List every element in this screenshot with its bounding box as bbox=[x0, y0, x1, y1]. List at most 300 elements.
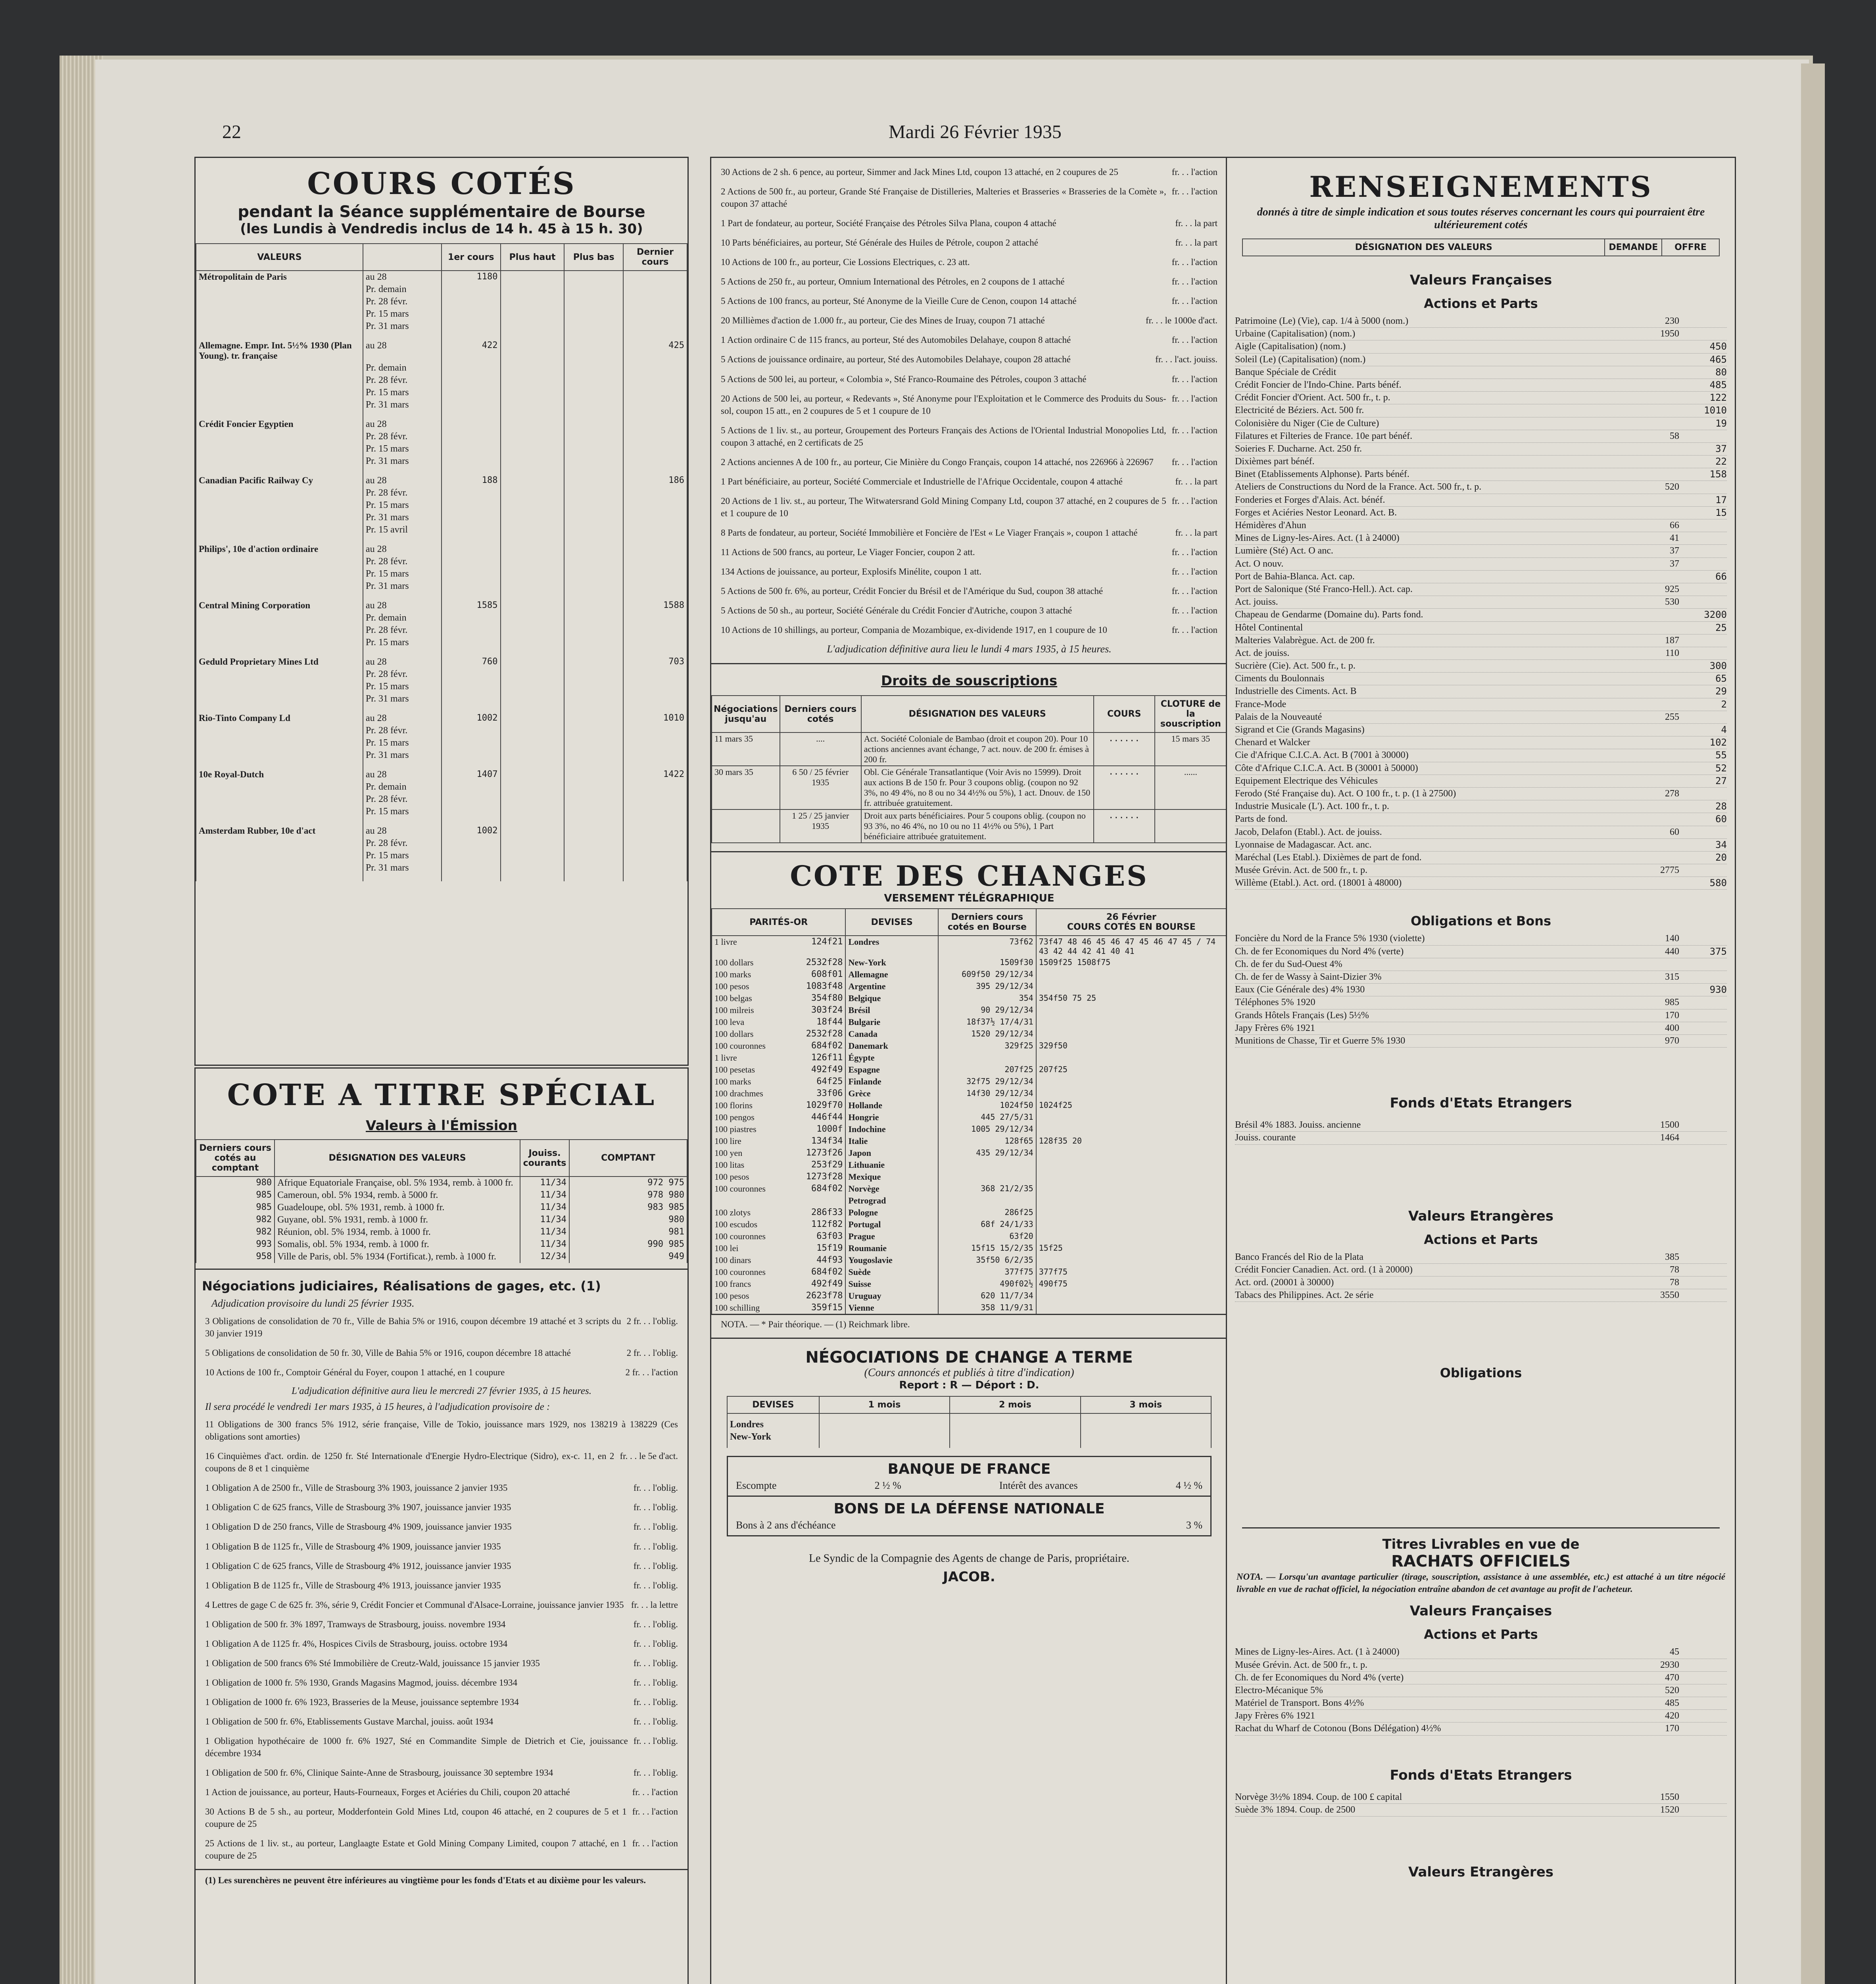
table-row bbox=[712, 936, 1227, 957]
cours-cell bbox=[1036, 1123, 1227, 1135]
list-item bbox=[205, 1837, 678, 1862]
item-price: fr. . . l'action bbox=[1171, 167, 1217, 177]
item-demande bbox=[1632, 379, 1679, 391]
previous-cell: 609f50 29/12/34 bbox=[938, 969, 1036, 980]
item-offre: 17 bbox=[1715, 494, 1727, 506]
valeur-blank bbox=[196, 511, 363, 524]
item-offre bbox=[1679, 932, 1727, 945]
parite-cell bbox=[712, 1290, 845, 1302]
banque-escompte-label: Escompte bbox=[736, 1480, 777, 1492]
item-text: 1 Obligation C de 625 francs, Ville de Strasbourg 3% 1907, jouissance janvier 1935 bbox=[205, 1502, 511, 1513]
item-name: Cie d'Afrique C.I.C.A. Act. B (7001 à 30000) bbox=[1235, 750, 1409, 761]
previous-cell: 35f50 6/2/35 bbox=[938, 1254, 1036, 1266]
item-offre: 102 bbox=[1709, 737, 1727, 748]
term-cell: Pr. 15 mars bbox=[363, 386, 442, 399]
row-spacer bbox=[196, 467, 687, 475]
item-offre: 158 bbox=[1709, 469, 1727, 480]
high-cell bbox=[501, 862, 565, 874]
item-price: fr. . . l'action bbox=[1171, 496, 1217, 506]
item-demande bbox=[1632, 958, 1679, 971]
item-offre: 20 bbox=[1715, 852, 1727, 863]
cote-special-table bbox=[196, 1139, 687, 1263]
cours-cell bbox=[1036, 1302, 1227, 1314]
high-cell bbox=[501, 681, 565, 693]
list-item bbox=[205, 1735, 678, 1759]
parite-cell bbox=[712, 1123, 845, 1135]
low-cell bbox=[564, 524, 623, 536]
row-spacer bbox=[196, 761, 687, 769]
item-demande: 170 bbox=[1665, 1010, 1679, 1021]
term-cell: au 28 bbox=[363, 600, 442, 612]
last-cell bbox=[623, 399, 687, 411]
parite-cell bbox=[712, 1207, 845, 1219]
cours-cell bbox=[1036, 1183, 1227, 1195]
item-demande bbox=[1632, 660, 1679, 672]
cote-special-title: COTE A TITRE SPÉCIAL bbox=[227, 1078, 656, 1112]
item-demande: 385 bbox=[1665, 1252, 1679, 1262]
high-cell bbox=[501, 308, 565, 320]
comptant-cell: 990 985 bbox=[569, 1238, 687, 1251]
item-name: Côte d'Afrique C.I.C.A. Act. B (30001 à 50000) bbox=[1235, 763, 1418, 773]
item-price: fr. . . la part bbox=[1175, 218, 1217, 229]
item-offre: 22 bbox=[1715, 456, 1727, 467]
jouiss-cell: 11/34 bbox=[520, 1202, 569, 1214]
first-cell: 1180 bbox=[442, 271, 501, 283]
item-offre bbox=[1679, 481, 1727, 493]
devise-cell: Suède bbox=[845, 1266, 938, 1278]
item-text: 20 Actions de 1 liv. st., au porteur, The Witwatersrand Gold Mining Company Ltd, coupon 37 attaché, en 2 coupures de 5 et 1 coupure de 10 bbox=[721, 496, 1166, 518]
table-row bbox=[196, 296, 687, 308]
valeur-blank bbox=[196, 612, 363, 624]
item-price: fr. . . la part bbox=[1175, 527, 1217, 538]
first-cell bbox=[442, 568, 501, 580]
devise-cell: Petrograd bbox=[845, 1195, 938, 1207]
table-row bbox=[712, 1064, 1227, 1076]
high-cell bbox=[501, 656, 565, 668]
table-row bbox=[196, 443, 687, 455]
col-header-term bbox=[363, 244, 442, 271]
term-cell: Pr. 28 févr. bbox=[363, 556, 442, 568]
item-text: 1 Obligation D de 250 francs, Ville de Strasbourg 4% 1909, jouissance janvier 1935 bbox=[205, 1522, 512, 1532]
item-name: Norvège 3½% 1894. Coup. de 100 £ capital bbox=[1235, 1792, 1402, 1802]
item-offre: 15 bbox=[1715, 507, 1727, 518]
item-text: 5 Actions de 500 lei, au porteur, « Colombia », Sté Franco-Roumaine des Pétroles, coupon 3 attaché bbox=[721, 374, 1087, 384]
designation-cell: Act. Société Coloniale de Bambao (droit et coupon 20). Pour 10 actions anciennes avant échange, 7 act. nouv. de 200 fr. émises à 200 fr. bbox=[861, 732, 1094, 766]
devise-cell: Finlande bbox=[845, 1076, 938, 1088]
term-cell: au 28 bbox=[363, 418, 442, 431]
list-item bbox=[205, 1579, 678, 1592]
item-text: 1 Action de jouissance, au porteur, Hauts-Fourneaux, Forges et Aciéries du Chili, coupon 20 attaché bbox=[205, 1787, 570, 1798]
parite-unit: 100 couronnes bbox=[714, 1041, 766, 1051]
list-item bbox=[205, 1501, 678, 1513]
previous-cell: 128f65 bbox=[938, 1135, 1036, 1147]
row-spacer bbox=[196, 333, 687, 340]
parite-unit: 100 marks bbox=[714, 1077, 751, 1087]
parite-cell bbox=[712, 936, 845, 957]
table-row bbox=[712, 969, 1227, 980]
item-name: Ferodo (Sté Française du). Act. O 100 fr., t. p. (1 à 27500) bbox=[1235, 788, 1456, 799]
item-offre bbox=[1679, 583, 1727, 596]
parite-cell bbox=[712, 1266, 845, 1278]
last-cell: .... bbox=[780, 732, 861, 766]
parite-value: 2623f78 bbox=[806, 1291, 843, 1301]
term-cell: Pr. 31 mars bbox=[363, 455, 442, 467]
item-demande bbox=[1632, 762, 1679, 775]
low-cell bbox=[564, 271, 623, 283]
list-item bbox=[1235, 839, 1727, 852]
item-offre bbox=[1679, 519, 1727, 532]
list-item bbox=[721, 392, 1217, 417]
valeur-blank bbox=[196, 668, 363, 681]
last-cell bbox=[623, 850, 687, 862]
low-cell bbox=[564, 568, 623, 580]
parite-unit: 100 pesetas bbox=[714, 1065, 755, 1075]
low-cell bbox=[564, 636, 623, 649]
item-text: 134 Actions de jouissance, au porteur, Explosifs Minélite, coupon 1 att. bbox=[721, 567, 982, 577]
item-name: Palais de la Nouveauté bbox=[1235, 711, 1322, 722]
item-text: 5 Actions de 50 sh., au porteur, Société Générale du Crédit Foncier d'Autriche, coupon 3 attaché bbox=[721, 606, 1072, 616]
parite-cell bbox=[712, 1088, 845, 1100]
item-name: Aigle (Capitalisation) (nom.) bbox=[1235, 341, 1346, 352]
first-cell bbox=[442, 499, 501, 511]
previous-cell bbox=[938, 1171, 1036, 1183]
term-cell: Pr. 28 févr. bbox=[363, 624, 442, 636]
item-name: Electro-Mécanique 5% bbox=[1235, 1685, 1323, 1696]
table-row bbox=[196, 862, 687, 874]
item-name: Suède 3% 1894. Coup. de 2500 bbox=[1235, 1804, 1356, 1815]
terme-header-3mois: 3 mois bbox=[1081, 1396, 1211, 1413]
last-cell bbox=[623, 612, 687, 624]
low-cell bbox=[564, 374, 623, 386]
table-row bbox=[196, 1214, 687, 1226]
devise-cell: Norvège bbox=[845, 1183, 938, 1195]
item-price: fr. . . l'oblig. bbox=[633, 1561, 678, 1571]
cours-cell: 329f50 bbox=[1036, 1040, 1227, 1052]
low-cell bbox=[564, 668, 623, 681]
parite-cell bbox=[712, 957, 845, 969]
item-demande bbox=[1632, 494, 1679, 506]
parite-unit: 1 livre bbox=[714, 1053, 737, 1063]
item-offre: 80 bbox=[1715, 366, 1727, 378]
list-item bbox=[205, 1676, 678, 1689]
item-demande: 520 bbox=[1665, 1685, 1679, 1696]
parite-cell bbox=[712, 992, 845, 1004]
last-cell: 1 25 / 25 janvier 1935 bbox=[780, 809, 861, 843]
first-cell bbox=[442, 781, 501, 793]
item-offre: 37 bbox=[1715, 443, 1727, 454]
previous-cell: 73f62 bbox=[938, 936, 1036, 957]
comptant-cell: 949 bbox=[569, 1251, 687, 1263]
droits-table bbox=[711, 695, 1227, 843]
item-demande: 470 bbox=[1665, 1672, 1679, 1683]
low-cell bbox=[564, 455, 623, 467]
item-offre bbox=[1679, 647, 1727, 659]
table-row bbox=[712, 1040, 1227, 1052]
item-text: 1 Obligation C de 625 francs, Ville de Strasbourg 4% 1912, jouissance janvier 1935 bbox=[205, 1561, 511, 1571]
item-demande: 520 bbox=[1665, 482, 1679, 492]
list-item bbox=[1235, 519, 1727, 532]
first-cell bbox=[442, 487, 501, 499]
designation-cell: Guadeloupe, obl. 5% 1931, remb. à 1000 fr. bbox=[275, 1202, 520, 1214]
parite-cell bbox=[712, 1147, 845, 1159]
low-cell bbox=[564, 656, 623, 668]
item-name: Mines de Ligny-les-Aires. Act. (1 à 24000) bbox=[1235, 1647, 1400, 1657]
list-item bbox=[1235, 864, 1727, 877]
table-row bbox=[196, 511, 687, 524]
list-item bbox=[721, 495, 1217, 519]
low-cell bbox=[564, 399, 623, 411]
item-demande bbox=[1632, 468, 1679, 481]
item-offre bbox=[1679, 971, 1727, 983]
high-cell bbox=[501, 418, 565, 431]
term-cell: Pr. 15 mars bbox=[363, 681, 442, 693]
table-row bbox=[712, 1242, 1227, 1254]
parite-unit: 100 dollars bbox=[714, 957, 754, 968]
item-offre: 65 bbox=[1715, 673, 1727, 684]
table-row bbox=[712, 1028, 1227, 1040]
item-price: fr. . . l'action bbox=[632, 1838, 678, 1849]
designation-cell: Ville de Paris, obl. 5% 1934 (Fortificat.), remb. à 1000 fr. bbox=[275, 1251, 520, 1263]
item-price: fr. . . l'oblig. bbox=[633, 1677, 678, 1688]
parite-value: 253f29 bbox=[811, 1160, 843, 1170]
list-item bbox=[721, 295, 1217, 307]
banque-title: BANQUE DE FRANCE bbox=[887, 1461, 1051, 1478]
col-header-plus-bas: Plus bas bbox=[564, 244, 623, 271]
table-row bbox=[196, 1238, 687, 1251]
first-cell bbox=[442, 556, 501, 568]
cours-cell: ...... bbox=[1094, 732, 1155, 766]
parite-value: 492f49 bbox=[811, 1279, 843, 1289]
last-cell bbox=[623, 374, 687, 386]
list-item bbox=[721, 456, 1217, 468]
parite-cell bbox=[712, 1076, 845, 1088]
droits-header-designation: DÉSIGNATION DES VALEURS bbox=[861, 696, 1094, 732]
devise-cell: Bulgarie bbox=[845, 1016, 938, 1028]
item-price: fr. . . l'action bbox=[1171, 277, 1217, 287]
list-item bbox=[1235, 545, 1727, 558]
item-offre: 34 bbox=[1715, 839, 1727, 850]
list-item bbox=[205, 1347, 678, 1359]
col-header-designation: DÉSIGNATION DES VALEURS bbox=[275, 1140, 520, 1177]
parite-value: 359f15 bbox=[811, 1303, 843, 1313]
list-item bbox=[1235, 481, 1727, 494]
last-cell bbox=[623, 624, 687, 636]
item-offre bbox=[1679, 1723, 1727, 1735]
item-name: Act. jouiss. bbox=[1235, 597, 1278, 608]
col-header-plus-haut: Plus haut bbox=[501, 244, 565, 271]
devise-cell: Égypte bbox=[845, 1052, 938, 1064]
comptant-cell: 980 bbox=[569, 1214, 687, 1226]
table-row bbox=[196, 308, 687, 320]
previous-cell: 490f02½ bbox=[938, 1278, 1036, 1290]
item-offre bbox=[1679, 328, 1727, 340]
term-cell: Pr. 15 mars bbox=[363, 636, 442, 649]
parite-value: 303f24 bbox=[811, 1005, 843, 1015]
item-price: fr. . . l'action bbox=[632, 1787, 678, 1798]
high-cell bbox=[501, 600, 565, 612]
last-cell: 703 bbox=[623, 656, 687, 668]
term-cell: Pr. 15 mars bbox=[363, 850, 442, 862]
list-item bbox=[1235, 946, 1727, 958]
parite-value: 492f49 bbox=[811, 1065, 843, 1075]
ren-sec2: Fonds d'Etats Etrangers bbox=[1390, 1095, 1572, 1111]
parite-value: 1029f70 bbox=[806, 1100, 843, 1111]
list-item bbox=[1235, 379, 1727, 392]
table-row bbox=[196, 725, 687, 737]
item-demande bbox=[1632, 571, 1679, 583]
list-item bbox=[1235, 583, 1727, 596]
item-demande: 45 bbox=[1670, 1647, 1679, 1657]
parite-cell bbox=[712, 1135, 845, 1147]
item-text: 1 Obligation de 500 fr. 6%, Etablissements Gustave Marchal, jouiss. août 1934 bbox=[205, 1716, 493, 1726]
item-name: Musée Grévin. Act. de 500 fr., t. p. bbox=[1235, 1659, 1367, 1670]
first-cell bbox=[442, 636, 501, 649]
parite-cell bbox=[712, 1242, 845, 1254]
item-text: 30 Actions B de 5 sh., au porteur, Modderfontein Gold Mines Ltd, coupon 46 attaché, en 2 coupures de 5 et 1 coupure de 25 bbox=[205, 1807, 627, 1829]
list-item bbox=[721, 275, 1217, 288]
cours-cell: 73f47 48 46 45 46 47 45 46 47 45 / 74 43 42 44 42 41 40 41 bbox=[1036, 936, 1227, 957]
changes-header-parites: PARITÉS-OR bbox=[712, 909, 845, 936]
valeur-blank bbox=[196, 374, 363, 386]
parite-value: 446f44 bbox=[811, 1112, 843, 1123]
item-name: Urbaine (Capitalisation) (nom.) bbox=[1235, 329, 1356, 339]
parite-value: 2532f28 bbox=[806, 957, 843, 968]
parite-value: 1273f26 bbox=[806, 1148, 843, 1158]
low-cell bbox=[564, 624, 623, 636]
comptant-cell: 981 bbox=[569, 1226, 687, 1238]
valeur-blank bbox=[196, 749, 363, 761]
cours-cell bbox=[1036, 1219, 1227, 1230]
item-text: 5 Obligations de consolidation de 50 fr. 30, Ville de Bahia 5% or 1916, coupon décembre 18 attaché bbox=[205, 1348, 571, 1358]
item-name: Port de Bahia-Blanca. Act. cap. bbox=[1235, 571, 1355, 582]
cours-cell bbox=[1036, 1016, 1227, 1028]
last-cell bbox=[623, 418, 687, 431]
cours-cell: 377f75 bbox=[1036, 1266, 1227, 1278]
high-cell bbox=[501, 850, 565, 862]
item-price: fr. . . l'oblig. bbox=[633, 1541, 678, 1551]
term-cell: Pr. 31 mars bbox=[363, 580, 442, 592]
item-name: Parts de fond. bbox=[1235, 814, 1288, 825]
negociations-sub3: Il sera procédé le vendredi 1er mars 1935, à 15 heures, à l'adjudication provisoire de : bbox=[205, 1401, 550, 1413]
devise-cell: Pologne bbox=[845, 1207, 938, 1219]
item-price: fr. . . l'oblig. bbox=[633, 1736, 678, 1746]
list-item bbox=[1235, 1791, 1727, 1804]
high-cell bbox=[501, 296, 565, 308]
first-cell bbox=[442, 362, 501, 374]
table-row bbox=[196, 825, 687, 837]
list-item bbox=[1235, 1277, 1727, 1289]
item-offre: 52 bbox=[1715, 762, 1727, 774]
item-offre: 27 bbox=[1715, 775, 1727, 786]
table-row bbox=[712, 1088, 1227, 1100]
term-cell: Pr. 31 mars bbox=[363, 399, 442, 411]
list-item bbox=[1235, 673, 1727, 685]
list-item bbox=[1235, 788, 1727, 800]
cours-cotes-subtitle: pendant la Séance supplémentaire de Bourse bbox=[238, 203, 645, 221]
last-cell bbox=[623, 737, 687, 749]
cours-cell: 354f50 75 25 bbox=[1036, 992, 1227, 1004]
last-cell bbox=[623, 781, 687, 793]
banque-box bbox=[727, 1456, 1212, 1497]
prev-cell: 985 bbox=[196, 1202, 275, 1214]
cloture-cell bbox=[1155, 809, 1227, 843]
first-cell bbox=[442, 837, 501, 850]
item-text: 10 Actions de 100 fr., au porteur, Cie Lossions Electriques, c. 23 att. bbox=[721, 257, 970, 267]
last-cell bbox=[623, 580, 687, 592]
list-item bbox=[1235, 971, 1727, 984]
devise-cell: Grèce bbox=[845, 1088, 938, 1100]
parite-cell bbox=[712, 1159, 845, 1171]
list-item bbox=[721, 334, 1217, 346]
valeur-blank bbox=[196, 362, 363, 374]
item-price: 2 fr. . . l'oblig. bbox=[626, 1316, 678, 1326]
low-cell bbox=[564, 386, 623, 399]
cours-cotes-table bbox=[196, 243, 687, 881]
list-item bbox=[205, 1521, 678, 1533]
table-row bbox=[196, 399, 687, 411]
list-item bbox=[1235, 1646, 1727, 1659]
low-cell bbox=[564, 580, 623, 592]
high-cell bbox=[501, 386, 565, 399]
jouiss-cell: 11/34 bbox=[520, 1189, 569, 1202]
table-row bbox=[712, 1100, 1227, 1111]
item-demande: 60 bbox=[1670, 827, 1679, 837]
item-price: fr. . . l'action bbox=[1171, 257, 1217, 267]
item-offre bbox=[1679, 1035, 1727, 1047]
item-offre bbox=[1679, 1009, 1727, 1022]
parite-value: 684f02 bbox=[811, 1184, 843, 1194]
item-text: 10 Actions de 100 fr., Comptoir Général du Foyer, coupon 1 attaché, en 1 coupure bbox=[205, 1367, 505, 1378]
parite-value: 33f06 bbox=[816, 1088, 843, 1099]
item-offre bbox=[1679, 1659, 1727, 1671]
term-cell: Pr. 28 févr. bbox=[363, 725, 442, 737]
item-name: Malteries Valabrègue. Act. de 200 fr. bbox=[1235, 635, 1375, 646]
low-cell bbox=[564, 283, 623, 296]
item-text: 1 Obligation de 1000 fr. 6% 1923, Brasseries de la Meuse, jouissance septembre 1934 bbox=[205, 1697, 519, 1707]
first-cell bbox=[442, 725, 501, 737]
item-demande: 140 bbox=[1665, 933, 1679, 944]
prev-cell: 980 bbox=[196, 1177, 275, 1189]
item-price: fr. . . l'action bbox=[1171, 335, 1217, 345]
valeur-blank bbox=[196, 850, 363, 862]
last-cell bbox=[623, 636, 687, 649]
item-price: fr. . . l'oblig. bbox=[633, 1638, 678, 1649]
table-row bbox=[712, 766, 1227, 809]
table-row bbox=[712, 1183, 1227, 1195]
item-demande bbox=[1632, 736, 1679, 749]
item-offre bbox=[1679, 958, 1727, 971]
list-item bbox=[1235, 571, 1727, 583]
valeur-blank bbox=[196, 693, 363, 705]
previous-cell: 377f75 bbox=[938, 1266, 1036, 1278]
list-item bbox=[1235, 996, 1727, 1009]
first-cell bbox=[442, 681, 501, 693]
table-row bbox=[712, 980, 1227, 992]
item-price: fr. . . l'oblig. bbox=[633, 1502, 678, 1513]
list-item bbox=[1235, 1009, 1727, 1022]
parite-unit: 100 marks bbox=[714, 969, 751, 980]
parite-unit: 100 milreis bbox=[714, 1005, 754, 1015]
cote-special-subtitle: Valeurs à l'Émission bbox=[365, 1118, 517, 1134]
last-cell bbox=[623, 487, 687, 499]
last-cell bbox=[623, 681, 687, 693]
table-row bbox=[196, 712, 687, 725]
list-item bbox=[205, 1657, 678, 1669]
table-row bbox=[196, 1189, 687, 1202]
first-cell bbox=[442, 386, 501, 399]
item-text: 4 Lettres de gage C de 625 fr. 3%, série 9, Crédit Foncier et Communal d'Alsace-Lorraine, jouissance janvier 1935 bbox=[205, 1600, 624, 1610]
list-item bbox=[1235, 958, 1727, 971]
